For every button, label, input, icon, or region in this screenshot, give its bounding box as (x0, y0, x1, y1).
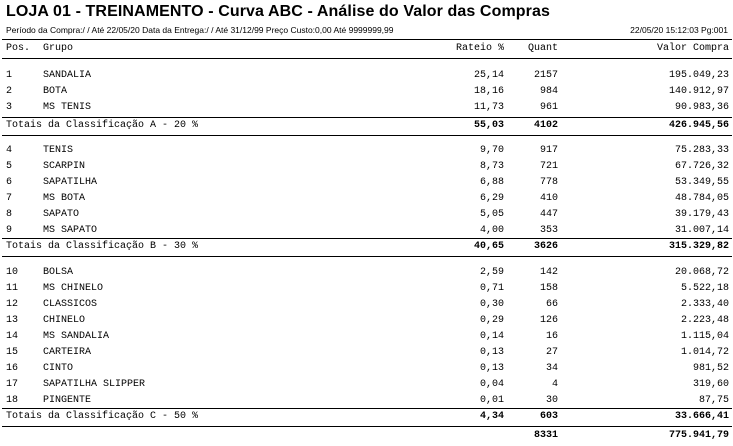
row-valor: 75.283,33 (674, 145, 729, 156)
grand-total-quant: 8331 (533, 430, 558, 441)
row-grupo: MS SAPATO (43, 225, 98, 236)
row-quant: 4 (551, 379, 558, 390)
row-pos: 18 (6, 395, 19, 406)
subtotal-quant: 603 (539, 411, 558, 422)
row-quant: 158 (539, 283, 558, 294)
table-row (0, 314, 733, 328)
grand-total-row (0, 429, 733, 443)
col-pos-header: Pos. (6, 43, 31, 54)
col-quant-header: Quant (527, 43, 558, 54)
row-rateio: 0,04 (479, 379, 504, 390)
row-pos: 10 (6, 267, 19, 278)
row-valor: 140.912,97 (668, 86, 729, 97)
group-a-line-bottom (2, 135, 732, 136)
row-valor: 53.349,55 (674, 177, 729, 188)
row-rateio: 9,70 (479, 145, 504, 156)
row-valor: 319,60 (692, 379, 729, 390)
table-row (0, 330, 733, 344)
row-quant: 30 (545, 395, 558, 406)
row-grupo: TENIS (43, 145, 74, 156)
subtotal-rateio: 40,65 (473, 241, 504, 252)
row-grupo: SAPATILHA SLIPPER (43, 379, 146, 390)
report-title: LOJA 01 - TREINAMENTO - Curva ABC - Análise do Valor das Compras (6, 3, 550, 20)
row-quant: 410 (539, 193, 558, 204)
row-quant: 66 (545, 299, 558, 310)
table-row (0, 282, 733, 296)
subtotal-rateio: 55,03 (473, 120, 504, 131)
table-row (0, 224, 733, 238)
row-quant: 34 (545, 363, 558, 374)
table-row (0, 362, 733, 376)
row-valor: 90.983,36 (674, 102, 729, 113)
row-rateio: 0,13 (479, 347, 504, 358)
group-a-line-top (2, 117, 732, 118)
row-rateio: 0,14 (479, 331, 504, 342)
col-grupo-header: Grupo (43, 43, 74, 54)
row-valor: 1.014,72 (680, 347, 729, 358)
table-row (0, 208, 733, 222)
table-row (0, 176, 733, 190)
row-pos: 17 (6, 379, 19, 390)
row-valor: 31.007,14 (674, 225, 729, 236)
subtotal-valor: 426.945,56 (668, 120, 729, 131)
row-pos: 12 (6, 299, 19, 310)
subtotal-label: Totais da Classificação B - 30 % (6, 241, 199, 252)
row-quant: 2157 (533, 70, 558, 81)
row-quant: 16 (545, 331, 558, 342)
subtotal-row-c (0, 410, 733, 424)
row-quant: 27 (545, 347, 558, 358)
row-valor: 981,52 (692, 363, 729, 374)
row-quant: 984 (539, 86, 558, 97)
row-valor: 48.784,05 (674, 193, 729, 204)
row-pos: 4 (6, 145, 13, 156)
row-pos: 8 (6, 209, 13, 220)
table-row (0, 394, 733, 408)
header-line-top (2, 39, 732, 40)
table-row (0, 192, 733, 206)
group-b-line-top (2, 238, 732, 239)
row-rateio: 0,29 (479, 315, 504, 326)
row-pos: 13 (6, 315, 19, 326)
row-rateio: 18,16 (473, 86, 504, 97)
row-pos: 16 (6, 363, 19, 374)
report-filters: Período da Compra:/ / Até 22/05/20 Data da Entrega:/ / Até 31/12/99 Preço Custo:0,00 Até 9999999,99 (6, 25, 394, 35)
row-grupo: CLASSICOS (43, 299, 98, 310)
row-quant: 142 (539, 267, 558, 278)
row-pos: 6 (6, 177, 13, 188)
row-pos: 2 (6, 86, 13, 97)
row-pos: 9 (6, 225, 13, 236)
subtotal-rateio: 4,34 (479, 411, 504, 422)
row-grupo: CHINELO (43, 315, 86, 326)
row-pos: 7 (6, 193, 13, 204)
group-c-line-bottom (2, 426, 732, 427)
header-line-bottom (2, 58, 732, 59)
row-grupo: MS CHINELO (43, 283, 104, 294)
subtotal-label: Totais da Classificação C - 50 % (6, 411, 199, 422)
row-quant: 961 (539, 102, 558, 113)
row-rateio: 11,73 (473, 102, 504, 113)
subtotal-label: Totais da Classificação A - 20 % (6, 120, 199, 131)
row-grupo: CINTO (43, 363, 74, 374)
table-row (0, 85, 733, 99)
col-valor-header: Valor Compra (656, 43, 729, 54)
row-valor: 2.333,40 (680, 299, 729, 310)
row-pos: 11 (6, 283, 19, 294)
row-grupo: BOLSA (43, 267, 74, 278)
group-c-line-top (2, 408, 732, 409)
row-grupo: BOTA (43, 86, 68, 97)
row-pos: 3 (6, 102, 13, 113)
row-valor: 2.223,48 (680, 315, 729, 326)
table-row (0, 101, 733, 115)
column-header-row (0, 42, 733, 56)
row-quant: 353 (539, 225, 558, 236)
row-valor: 67.726,32 (674, 161, 729, 172)
table-row (0, 266, 733, 280)
row-quant: 917 (539, 145, 558, 156)
row-valor: 5.522,18 (680, 283, 729, 294)
subtotal-valor: 315.329,82 (668, 241, 729, 252)
row-valor: 1.115,04 (680, 331, 729, 342)
row-grupo: MS TENIS (43, 102, 92, 113)
row-valor: 20.068,72 (674, 267, 729, 278)
subtotal-quant: 4102 (533, 120, 558, 131)
row-grupo: MS SANDALIA (43, 331, 110, 342)
row-pos: 14 (6, 331, 19, 342)
col-rateio-header: Rateio % (455, 43, 504, 54)
row-rateio: 0,13 (479, 363, 504, 374)
row-pos: 15 (6, 347, 19, 358)
report-timestamp: 22/05/20 15:12:03 Pg:001 (630, 25, 728, 35)
row-quant: 447 (539, 209, 558, 220)
row-valor: 195.049,23 (668, 70, 729, 81)
subtotal-valor: 33.666,41 (674, 411, 729, 422)
row-grupo: SAPATILHA (43, 177, 98, 188)
table-row (0, 378, 733, 392)
row-rateio: 4,00 (479, 225, 504, 236)
row-rateio: 0,01 (479, 395, 504, 406)
row-rateio: 5,05 (479, 209, 504, 220)
group-b-line-bottom (2, 256, 732, 257)
row-grupo: CARTEIRA (43, 347, 92, 358)
row-grupo: SANDALIA (43, 70, 92, 81)
row-rateio: 2,59 (479, 267, 504, 278)
row-valor: 87,75 (698, 395, 729, 406)
row-grupo: MS BOTA (43, 193, 86, 204)
table-row (0, 69, 733, 83)
table-row (0, 144, 733, 158)
row-quant: 126 (539, 315, 558, 326)
row-grupo: PINGENTE (43, 395, 92, 406)
row-pos: 1 (6, 70, 13, 81)
subtotal-row-a (0, 119, 733, 133)
row-pos: 5 (6, 161, 13, 172)
row-grupo: SCARPIN (43, 161, 86, 172)
subtotal-quant: 3626 (533, 241, 558, 252)
grand-total-valor: 775.941,79 (668, 430, 729, 441)
row-valor: 39.179,43 (674, 209, 729, 220)
row-quant: 721 (539, 161, 558, 172)
table-row (0, 346, 733, 360)
row-rateio: 0,30 (479, 299, 504, 310)
row-rateio: 8,73 (479, 161, 504, 172)
row-quant: 778 (539, 177, 558, 188)
row-rateio: 6,88 (479, 177, 504, 188)
row-rateio: 0,71 (479, 283, 504, 294)
table-row (0, 298, 733, 312)
row-rateio: 6,29 (479, 193, 504, 204)
row-rateio: 25,14 (473, 70, 504, 81)
subtotal-row-b (0, 240, 733, 254)
row-grupo: SAPATO (43, 209, 80, 220)
table-row (0, 160, 733, 174)
